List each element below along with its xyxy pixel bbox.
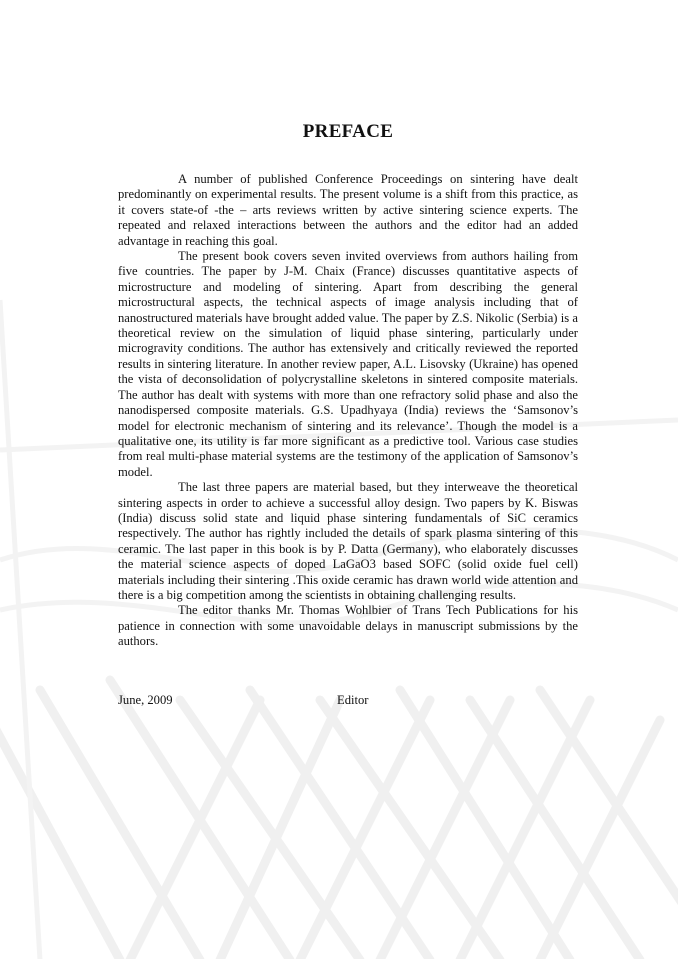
paragraph-2: The present book covers seven invited overviews from authors hailing from five countries. The paper by J-M. Chaix (France) discusses quantitative aspects of microstructure and modeling of sintering. Apart from describing the general microstructural aspects, the technical aspects of image analysis including that of nanostructured materials have brought added value. The paper by Z.S. Nikolic (Serbia) is a theoretical review on the simulation of liquid phase sintering, particularly under microgravity conditions. The author has extensively and critically reviewed the reported results in sintering literature. In another review paper, A.L. Lisovsky (Ukraine) has opened the vista of deconsolidation of polycrystalline skeletons in sintered composite materials. The author has dealt with systems with more than one refractory solid phase and also the nanodispersed composite materials. G.S. Upadhyaya (India) reviews the ‘Samsonov’s model for electronic mechanism of sintering and its relevance’. Though the model is a qualitative one, its utility is far more significant as a predictive tool. Various case studies from real multi-phase material systems are the testimony of the application of Samsonov’s model. — [118, 249, 578, 479]
preface-body — [118, 172, 578, 650]
footer-date: June, 2009 — [118, 693, 173, 707]
paragraph-3: The last three papers are material based, but they interweave the theoretical sintering aspects in order to achieve a successful alloy design. Two papers by K. Biswas (India) discuss solid state and liquid phase sintering fundamentals of SiC ceramics respectively. The author has rightly included the details of spark plasma sintering of this ceramic. The last paper in this book is by P. Datta (Germany), who elaborately discusses the material science aspects of doped LaGaO3 based SOFC (solid oxide fuel cell) materials including their sintering .This oxide ceramic has drawn world wide attention and there is a big competition among the scientists in obtaining challenging results. — [118, 480, 578, 602]
page-title: PREFACE — [302, 121, 394, 142]
paragraph-4: The editor thanks Mr. Thomas Wohlbier of Trans Tech Publications for his patience in connection with some unavoidable delays in manuscript submissions by the authors. — [118, 603, 578, 649]
footer-signature: Editor — [337, 693, 369, 707]
paragraph-1: A number of published Conference Proceedings on sintering have dealt predominantly on experimental results. The present volume is a shift from this practice, as it covers state-of -the – arts reviews written by active sintering science experts. The repeated and relaxed interactions between the authors and the editor had an added advantage in reaching this goal. — [118, 172, 578, 248]
